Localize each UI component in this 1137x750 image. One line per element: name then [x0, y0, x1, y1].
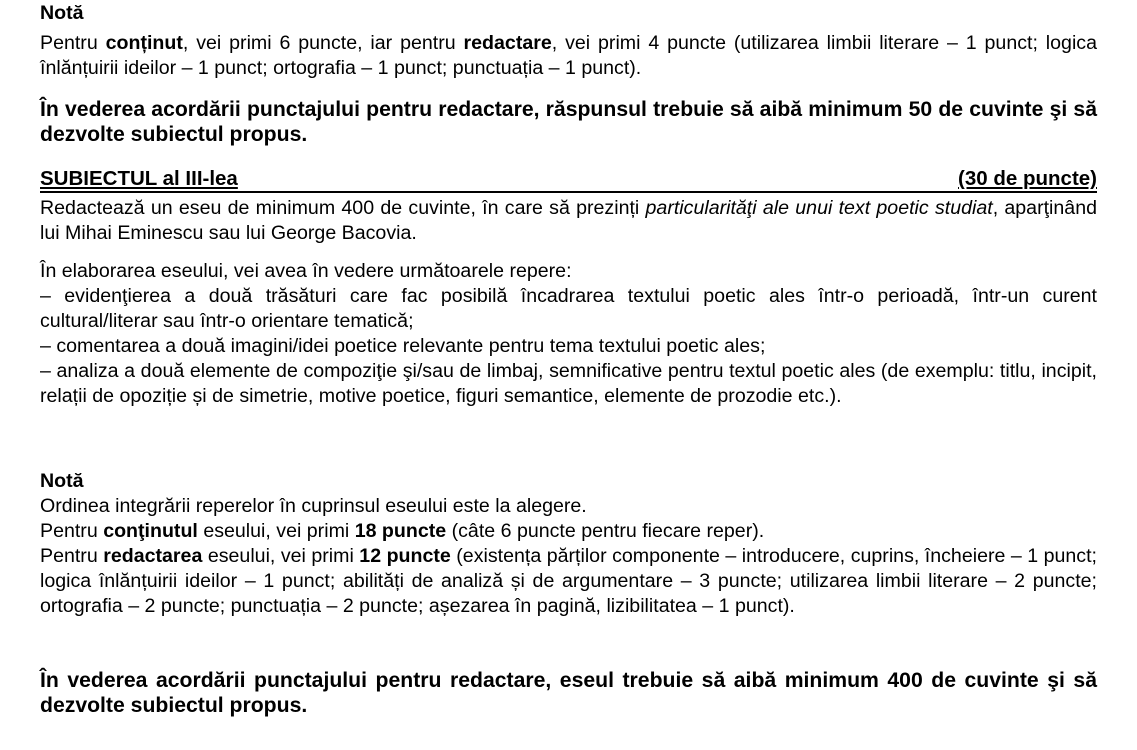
subject-points: (30 de puncte) [958, 167, 1097, 190]
repere-intro: În elaborarea eseului, vei avea în vedere următoarele repere: [40, 260, 572, 282]
reper-item: – evidenţierea a două trăsături care fac posibilă încadrarea textului poetic ales într-o perioadă, într-un curent cultural/literar sau într-o orientare tematică; [40, 285, 1097, 332]
note1-paragraph: Pentru conținut, vei primi 6 puncte, iar pentru redactare, vei primi 4 puncte (utilizarea limbii literare – 1 punct; logica înlănțuirii ideilor – 1 punct; ortografia – 1 punct; punctuația – 1 punct). [40, 32, 1097, 79]
note2-block [40, 469, 1097, 619]
note1-bold-notice: În vederea acordării punctajului pentru redactare, răspunsul trebuie să aibă minimum 50 de cuvinte şi să dezvolte subiectul propus. [40, 98, 1097, 146]
note2-bold-notice: În vederea acordării punctajului pentru redactare, eseul trebuie să aibă minimum 400 de cuvinte şi să dezvolte subiectul propus. [40, 669, 1097, 717]
subject-task: Redactează un eseu de minimum 400 de cuvinte, în care să prezinți particularităţi ale unui text poetic studiat, aparţinând lui Mihai Eminescu sau lui George Bacovia. [40, 197, 1097, 244]
note1-heading: Notă [40, 2, 84, 24]
note2-line2: Pentru conţinutul eseului, vei primi 18 puncte (câte 6 puncte pentru fiecare reper). [40, 520, 765, 542]
note2-line3: Pentru redactarea eseului, vei primi 12 puncte (existența părților componente – introducere, cuprins, încheiere – 1 punct; logica înlănțuirii ideilor – 1 punct; abilități de analiză și de argumentare – 3 puncte; utilizarea limbii literare – 2 puncte; ortografia – 2 puncte; punctuația – 2 puncte; așezarea în pagină, lizibilitatea – 1 punct). [40, 545, 1097, 617]
subject-header [40, 167, 1097, 193]
repere-block [40, 259, 1097, 409]
reper-item: – comentarea a două imagini/idei poetice relevante pentru tema textului poetic ales; [40, 335, 766, 357]
note2-line1: Ordinea integrării reperelor în cuprinsul eseului este la alegere. [40, 495, 587, 517]
subject-title: SUBIECTUL al III-lea [40, 167, 238, 190]
reper-item: – analiza a două elemente de compoziţie şi/sau de limbaj, semnificative pentru textul poetic ales (de exemplu: titlu, incipit, relații de opoziție și de simetrie, motive poetice, figuri semantice, elemente de prozodie etc.). [40, 360, 1097, 407]
note2-heading: Notă [40, 470, 84, 492]
